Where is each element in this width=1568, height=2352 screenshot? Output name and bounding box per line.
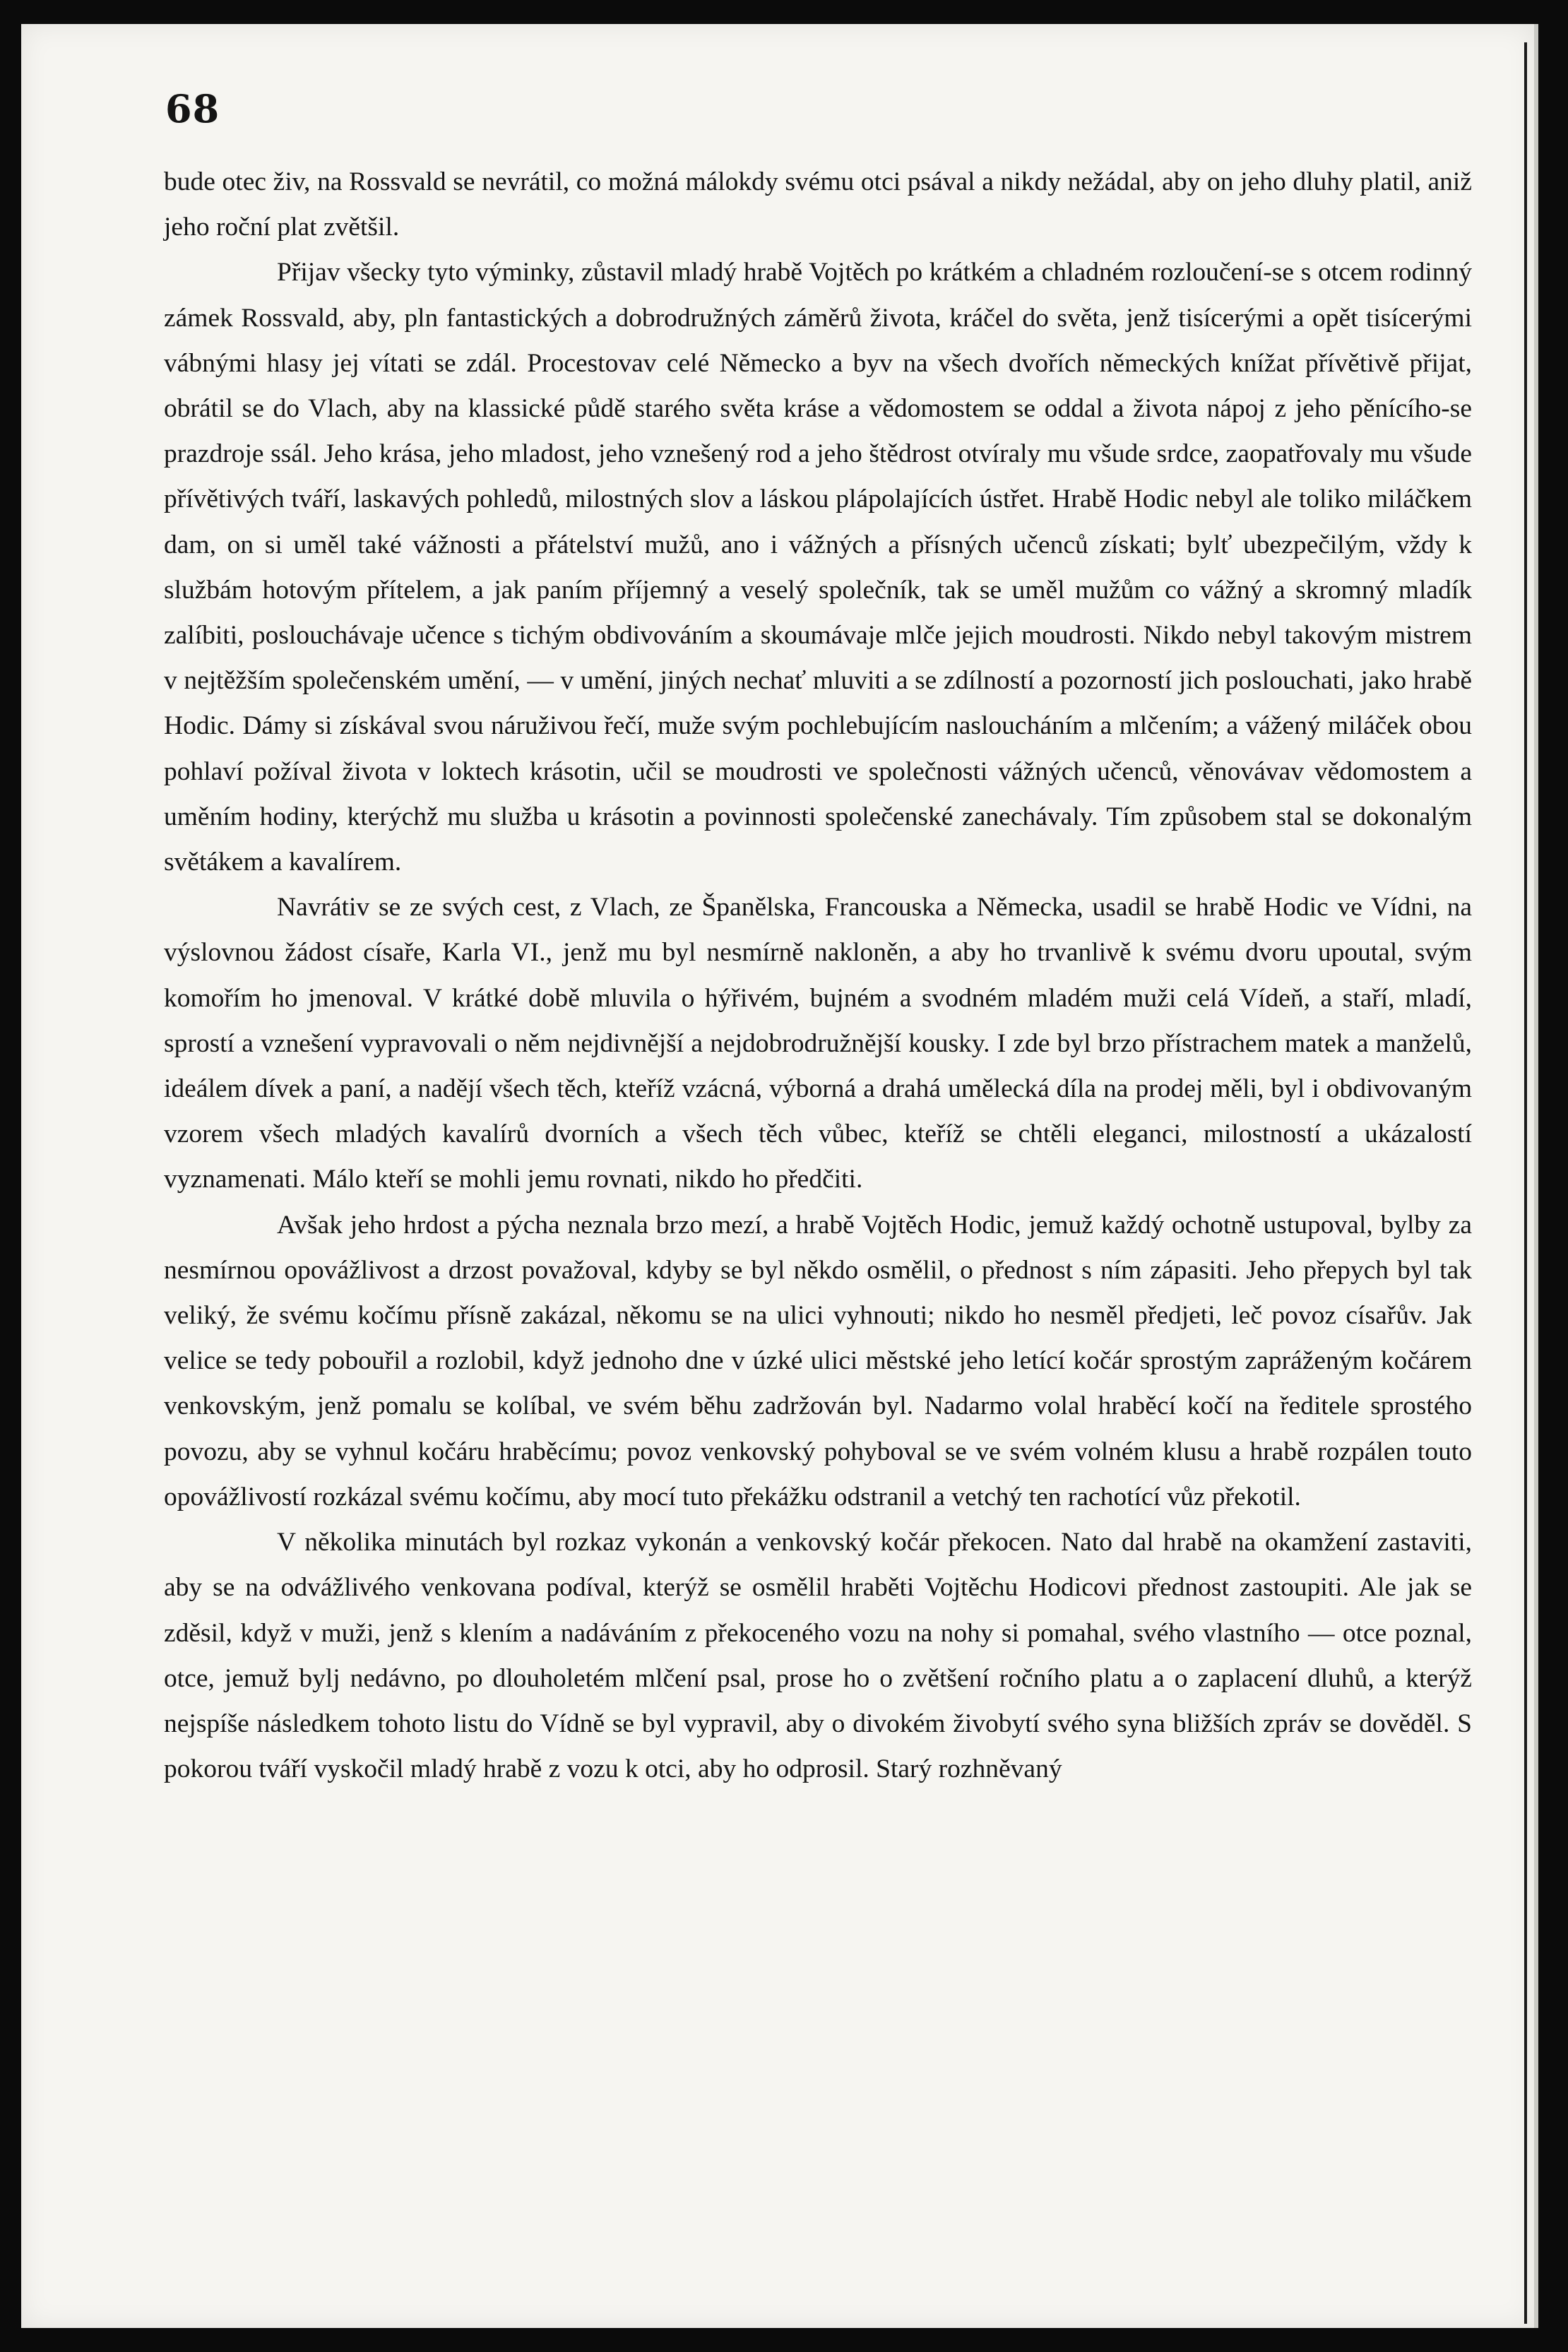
paragraph: V několika minutách byl rozkaz vykonán a venkovský kočár překocen. Nato dal hrabě na okamžení zastaviti, aby se na odvážlivého venkovana podíval, kterýž se osmělil hraběti Vojtěchu Hodicovi přednost zastoupiti. Ale jak se zděsil, když v muži, jenž s klením a nadáváním z překoceného vozu na nohy si pomahal, svého vlastního — otce poznal, otce, jemuž bylj nedávno, po dlouholetém mlčení psal, prose ho o zvětšení ročního platu a o zaplacení dluhů, a kterýž nejspíše následkem tohoto listu do Vídně se byl vypravil, aby o divokém živobytí svého syna bližších zpráv se dověděl. S pokorou tváří vyskočil mladý hrabě z vozu k otci, aby ho odprosil. Starý rozhněvaný [164, 1528, 1472, 1784]
paragraph: Avšak jeho hrdost a pýcha neznala brzo mezí, a hrabě Vojtěch Hodic, jemuž každý ochotně ustupoval, bylby za nesmírnou opovážlivost a drzost považoval, kdyby se byl někdo osmělil, o přednost s ním zápasiti. Jeho přepych byl tak veliký, že svému kočímu přísně zakázal, někomu se na ulici vyhnouti; nikdo ho nesměl předjeti, leč povoz císařův. Jak velice se tedy pobouřil a rozlobil, když jednoho dne v úzké ulici městské jeho letící kočár sprostým zapráženým kočárem venkovským, jenž pomalu se kolíbal, ve svém běhu zadržován byl. Nadarmo volal hraběcí kočí na ředitele sprostého povozu, aby se vyhnul kočáru hraběcímu; povoz venkovský pohyboval se ve svém volném klusu a hrabě rozpálen touto opovážlivostí rozkázal svému kočímu, aby mocí tuto překážku odstranil a vetchý ten rachotící vůz překotil. [164, 1210, 1472, 1511]
page-edge-line [1524, 42, 1527, 2324]
paragraph: bude otec živ, na Rossvald se nevrátil, co možná málokdy svému otci psával a nikdy nežádal, aby on jeho dluhy platil, aniž jeho roční plat zvětšil. [164, 167, 1472, 242]
paragraph: Navrátiv se ze svých cest, z Vlach, ze Španělska, Francouska a Německa, usadil se hrabě Hodic ve Vídni, na výslovnou žádost císaře, Karla VI., jenž mu byl nesmírně nakloněn, a aby ho trvanlivě k svému dvoru upoutal, svým komořím ho jmenoval. V krátké době mluvila o hýřivém, bujném a svodném mladém muži celá Vídeň, a staří, mladí, sprostí a vznešení vypravovali o něm nejdivnější a nejdobrodružnější kousky. I zde byl brzo přístrachem matek a manželů, ideálem dívek a paní, a nadějí všech těch, kteříž vzácná, výborná a drahá umělecká díla na prodej měli, byl i obdivovaným vzorem všech mladých kavalírů dvorních a všech těch vůbec, kteříž se chtěli eleganci, milostností a ukázalostí vyznamenati. Málo kteří se mohli jemu rovnati, nikdo ho předčiti. [164, 893, 1472, 1194]
page-number: 68 [165, 86, 220, 131]
paragraph: Přijav všecky tyto výminky, zůstavil mladý hrabě Vojtěch po krátkém a chladném rozloučení-se s otcem rodinný zámek Rossvald, aby, pln fantastických a dobrodružných záměrů života, kráčel do světa, jenž tisícerými a opět tisícerými vábnými hlasy jej vítati se zdál. Procestovav celé Německo a byv na všech dvořích německých knížat přívětivě přijat, obrátil se do Vlach, aby na klassické půdě starého světa kráse a vědomostem se oddal a života nápoj z jeho pěnícího-se prazdroje ssál. Jeho krása, jeho mladost, jeho vznešený rod a jeho štědrost otvíraly mu všude srdce, zaopatřovaly mu všude přívětivých tváří, laskavých pohledů, milostných slov a láskou plápolajících ústřet. Hrabě Hodic nebyl ale toliko miláčkem dam, on si uměl také vážnosti a přátelství mužů, ano i vážných a přísných učenců získati; bylť ubezpečilým, vždy k službám hotovým přítelem, a jak paním příjemný a veselý společník, tak se uměl mužům co vážný a skromný mladík zalíbiti, poslouchávaje učence s tichým obdivováním a skoumávaje mlče jejich moudrosti. Nikdo nebyl takovým mistrem v nejtěžším společenském umění, — v umění, jiných nechať mluviti a se zdílností a pozorností jich poslouchati, jako hrabě Hodic. Dámy si získával svou náruživou řečí, muže svým pochlebujícím nasloucháním a mlčením; a vážený miláček obou pohlaví požíval života v loktech krásotin, učil se moudrosti ve společnosti vážných učenců, věnovávav vědomostem a uměním hodiny, kterýchž mu služba u krásotin a povinnosti společenské zanechávaly. Tím způsobem stal se dokonalým světákem a kavalírem. [164, 258, 1472, 877]
body-text [164, 160, 1472, 1792]
